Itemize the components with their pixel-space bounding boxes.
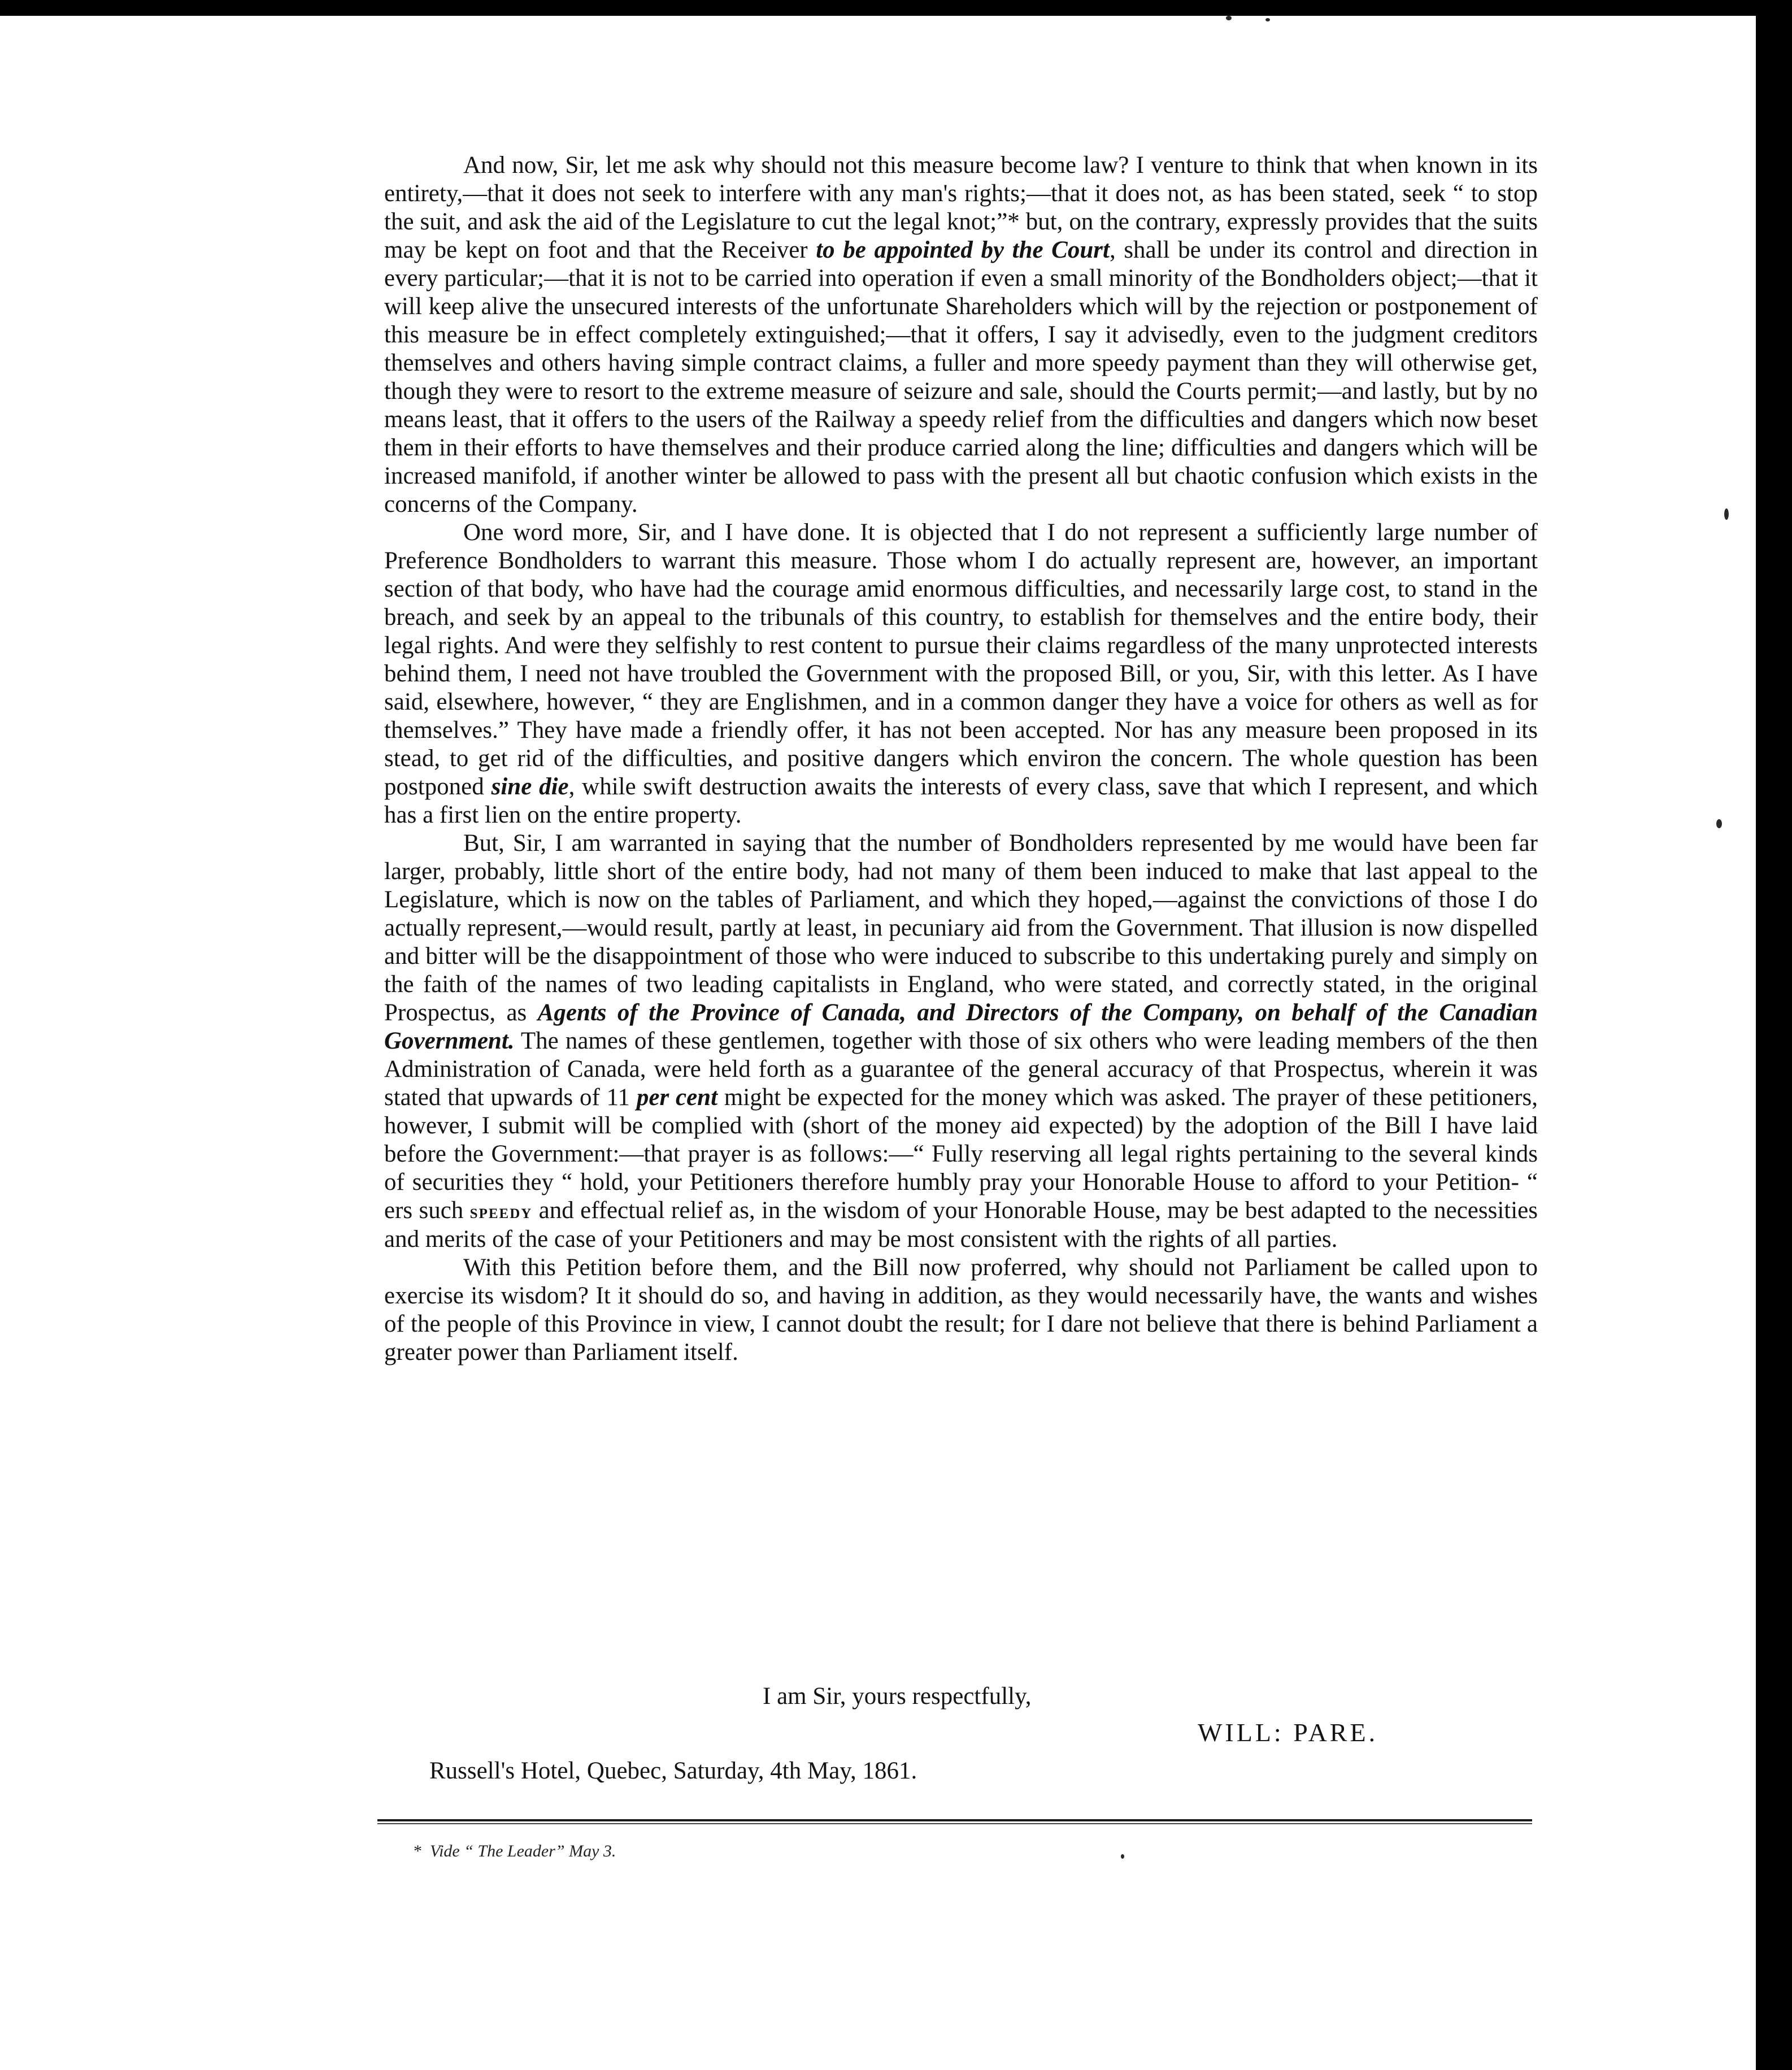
paragraph-1-text: And now, Sir, let me ask why should not this measure become law? I venture to think that when known in its entirety,—that it does not seek to interfere with any man's rights;—that it does not, as has been stated, seek “ to stop the suit, and ask the aid of the Legislature to cut the legal knot;”* but, on the contrary, expressly provides that the suits may be kept on foot and that the Receiver	[384, 152, 1538, 263]
scan-speck	[1121, 1854, 1124, 1859]
paragraph-3-italic-agents: Agents of the Province of Canada, and Directors of the Company, on behalf of the Canadian Government.	[384, 999, 1538, 1054]
footnote-divider	[377, 1819, 1532, 1824]
document-page	[0, 16, 1756, 2070]
scan-speck	[1716, 819, 1722, 828]
paragraph-4-text: With this Petition before them, and the Bill now proferred, why should not Parliament be called upon to exercise its wisdom? It it should do so, and having in addition, as they would necessarily have, the wants and wishes of the people of this Province in view, I cannot doubt the result; for I dare not believe that there is behind Parliament a greater power than Parliament itself.	[384, 1254, 1538, 1365]
paragraph-3-text-c: might be expected for the money which was asked. The prayer of these petitioners, however, I submit will be complied with (short of the money aid expected) by the adoption of the Bill I have laid before the Government:—that prayer is as follows:—“ Fully reserving all legal rights pertaining to the several kinds of securities they “ hold, your Petitioners therefore humbly pray your Honorable House to afford to your Petition- “ ers such	[384, 1084, 1538, 1224]
paragraph-2	[384, 519, 1538, 829]
closing-salutation: I am Sir, yours respectfully,	[763, 1683, 1032, 1710]
footnote	[414, 1842, 616, 1861]
scan-speck	[1724, 508, 1729, 520]
paragraph-3-smallcaps: speedy	[469, 1200, 533, 1223]
paragraph-1	[384, 151, 1538, 519]
paragraph-1-italic: to be appointed by the Court	[816, 237, 1110, 263]
paragraph-3-italic-percent: per cent	[636, 1084, 718, 1111]
scan-speck	[1226, 16, 1232, 20]
scan-speck	[1265, 18, 1270, 21]
paragraph-2-italic: sine die	[491, 773, 569, 800]
paragraph-2-rest: , while swift destruction awaits the interests of every class, save that which I represent, and which has a first lien on the entire property.	[384, 773, 1538, 828]
paragraph-3-text: But, Sir, I am warranted in saying that the number of Bondholders represented by me would have been far larger, probably, little short of the entire body, had not many of them been induced to make that last appeal to the Legislature, which is now on the tables of Parliament, and which they hoped,—against the convictions of those I do actually represent,—would result, partly at least, in pecuniary aid from the Government. That illusion is now dispelled and bitter will be the disappointment of those who were induced to subscribe to this undertaking purely and simply on the faith of the names of two leading capitalists in England, who were stated, and correctly stated, in the original Prospectus, as	[384, 830, 1538, 1026]
paragraph-3-text-d: and effectual relief as, in the wisdom of your Honorable House, may be best adapted to the necessities and merits of the case of your Petitioners and may be most consistent with the rights of all parties.	[384, 1197, 1538, 1253]
paragraph-1-rest: , shall be under its control and direction in every particular;—that it is not to be carried into operation if even a small minority of the Bondholders object;—that it will keep alive the unsecured interests of the unfortunate Shareholders which will by the rejection or postponement of this measure be in effect completely extinguished;—that it offers, I say it advisedly, even to the judgment creditors themselves and others having simple contract claims, a fuller and more speedy payment than they will otherwise get, though they were to resort to the extreme measure of seizure and sale, should the Courts permit;—and lastly, but by no means least, that it offers to the users of the Railway a speedy relief from the difficulties and dangers which now beset them in their efforts to have themselves and their produce carried along the line; difficulties and dangers which will be increased manifold, if another winter be allowed to pass with the present all but chaotic confusion which exists in the concerns of the Company.	[384, 237, 1538, 518]
footnote-text: Vide “ The Leader” May 3.	[430, 1842, 616, 1860]
dateline: Russell's Hotel, Quebec, Saturday, 4th May, 1861.	[429, 1758, 917, 1784]
footnote-mark: *	[414, 1842, 422, 1860]
letter-body	[384, 151, 1538, 1367]
paragraph-4	[384, 1254, 1538, 1367]
paragraph-3	[384, 829, 1538, 1254]
paragraph-2-text: One word more, Sir, and I have done. It is objected that I do not represent a sufficiently large number of Preference Bondholders to warrant this measure. Those whom I do actually represent are, however, an important section of that body, who have had the courage amid enormous difficulties, and necessarily large cost, to stand in the breach, and seek by an appeal to the tribunals of this country, to establish for themselves and the entire body, their legal rights. And were they selfishly to rest content to pursue their claims regardless of the many unprotected interests behind them, I need not have troubled the Government with the proposed Bill, or you, Sir, with this letter. As I have said, elsewhere, however, “ they are Englishmen, and in a common danger they have a voice for others as well as for themselves.” They have made a friendly offer, it has not been accepted. Nor has any measure been proposed in its stead, to get rid of the difficulties, and positive dangers which environ the concern. The whole question has been postponed	[384, 519, 1538, 800]
signature: WILL: PARE.	[1198, 1718, 1378, 1747]
paragraph-3-text-b: The names of these gentlemen, together with those of six others who were leading members of the then Administration of Canada, were held forth as a guarantee of the general accuracy of that Prospectus, wherein it was stated that upwards of 11	[384, 1028, 1538, 1111]
